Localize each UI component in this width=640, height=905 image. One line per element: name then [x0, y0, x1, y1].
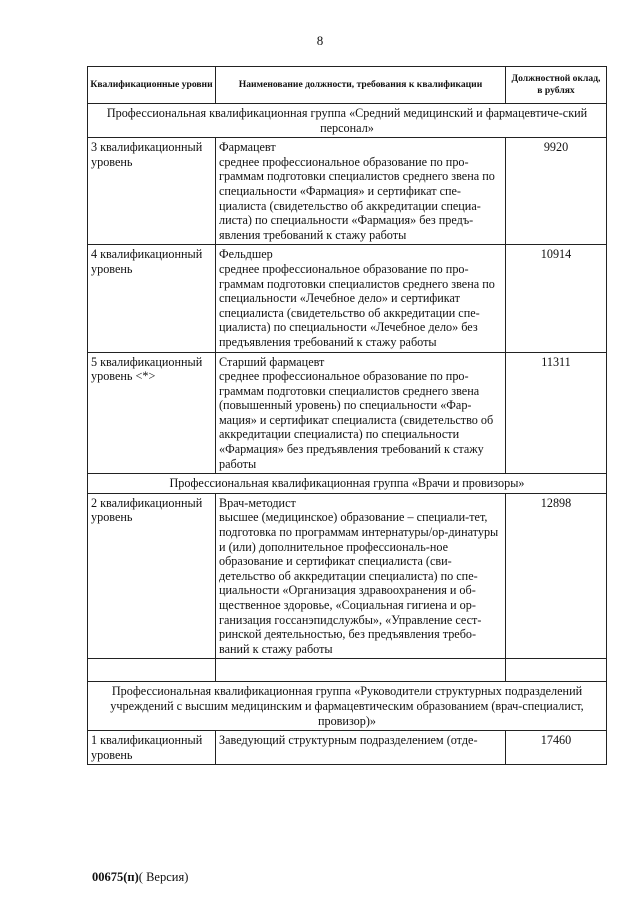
- position-cell: [216, 493, 506, 659]
- level-cell: 2 квалификационный уровень: [88, 493, 216, 659]
- level-cell: 4 квалификационный уровень: [88, 245, 216, 352]
- salary-cell: 12898: [506, 493, 607, 659]
- salary-cell: 11311: [506, 352, 607, 474]
- table-row: [88, 138, 607, 245]
- position-requirements: среднее профессиональное образование по про-граммам подготовки специалистов среднего звена по специальности «Фармация» и сертификат спе-циалиста (свидетельство об аккредитации специа-листа) по специальности «Фармация» без предъ-явления требований к стажу работы: [219, 154, 495, 242]
- position-title: Фармацевт: [219, 140, 276, 155]
- position-requirements: среднее профессиональное образование по про-граммам подготовки специалистов среднего звена (повышенный уровень) по специальности «Фар-мация» и сертификат специалиста (свидетельство об аккредитации специалиста) по специальности «Фармация» без предъявления требований к стажу работы: [219, 369, 494, 471]
- group-row: [88, 682, 607, 731]
- group-row: [88, 474, 607, 494]
- group-title: Профессиональная квалификационная группа «Средний медицинский и фармацевтиче-ский персонал»: [88, 104, 607, 138]
- header-salary: Должностной оклад, в рублях: [506, 67, 607, 104]
- level-cell: 1 квалификационный уровень: [88, 731, 216, 765]
- group-title: Профессиональная квалификационная группа «Руководители структурных подразделений учреждений с высшим медицинским и фармацевтическим образованием (врач-специалист, провизор)»: [88, 682, 607, 731]
- salary-cell: 10914: [506, 245, 607, 352]
- table-row: [88, 731, 607, 765]
- empty-cell: [506, 659, 607, 682]
- position-cell: [216, 731, 506, 765]
- position-cell: [216, 245, 506, 352]
- empty-cell: [88, 659, 216, 682]
- empty-row: [88, 659, 607, 682]
- empty-cell: [216, 659, 506, 682]
- table-row: [88, 245, 607, 352]
- position-title: Врач-методист: [219, 495, 296, 510]
- position-cell: [216, 352, 506, 474]
- position-title: Старший фармацевт: [219, 354, 325, 369]
- position-cell: [216, 138, 506, 245]
- position-title: Заведующий структурным подразделением (отде-: [219, 733, 478, 748]
- position-title: Фельдшер: [219, 247, 273, 262]
- header-level: Квалификационные уровни: [88, 67, 216, 104]
- position-requirements: среднее профессиональное образование по про-граммам подготовки специалистов среднего звена по специальности «Лечебное дело» и сертификат специалиста (свидетельство об аккредитации спе-циалиста) по специальности «Лечебное дело» без предъявления требований к стажу работы: [219, 261, 495, 349]
- table-row: [88, 493, 607, 659]
- group-title: Профессиональная квалификационная группа «Врачи и провизоры»: [88, 474, 607, 494]
- level-cell: 5 квалификационный уровень <*>: [88, 352, 216, 474]
- table-header-row: [88, 67, 607, 104]
- level-cell: 3 квалификационный уровень: [88, 138, 216, 245]
- table-row: [88, 352, 607, 474]
- page-number: 8: [316, 33, 324, 48]
- header-position: Наименование должности, требования к квалификации: [216, 67, 506, 104]
- salary-cell: 9920: [506, 138, 607, 245]
- document-code: 00675(п): [92, 870, 139, 884]
- group-row: [88, 104, 607, 138]
- salary-table: [87, 66, 607, 765]
- footer: [92, 870, 188, 885]
- salary-cell: 17460: [506, 731, 607, 765]
- position-requirements: высшее (медицинское) образование – специали-тет, подготовка по программам интернатуры/ор-динатуры и (или) дополнительное профессиональ-ное образование и сертификат специалиста (сви-детельство об аккредитации специалиста) по спе-циальности «Организация здравоохранения и об-щественное здоровье, «Социальная гигиена и ор-ганизация госсанэпидслужбы», «Управление сест-ринской деятельностью, без предъявления требо-ваний к стажу работы: [219, 510, 499, 656]
- document-version: ( Версия): [138, 870, 189, 884]
